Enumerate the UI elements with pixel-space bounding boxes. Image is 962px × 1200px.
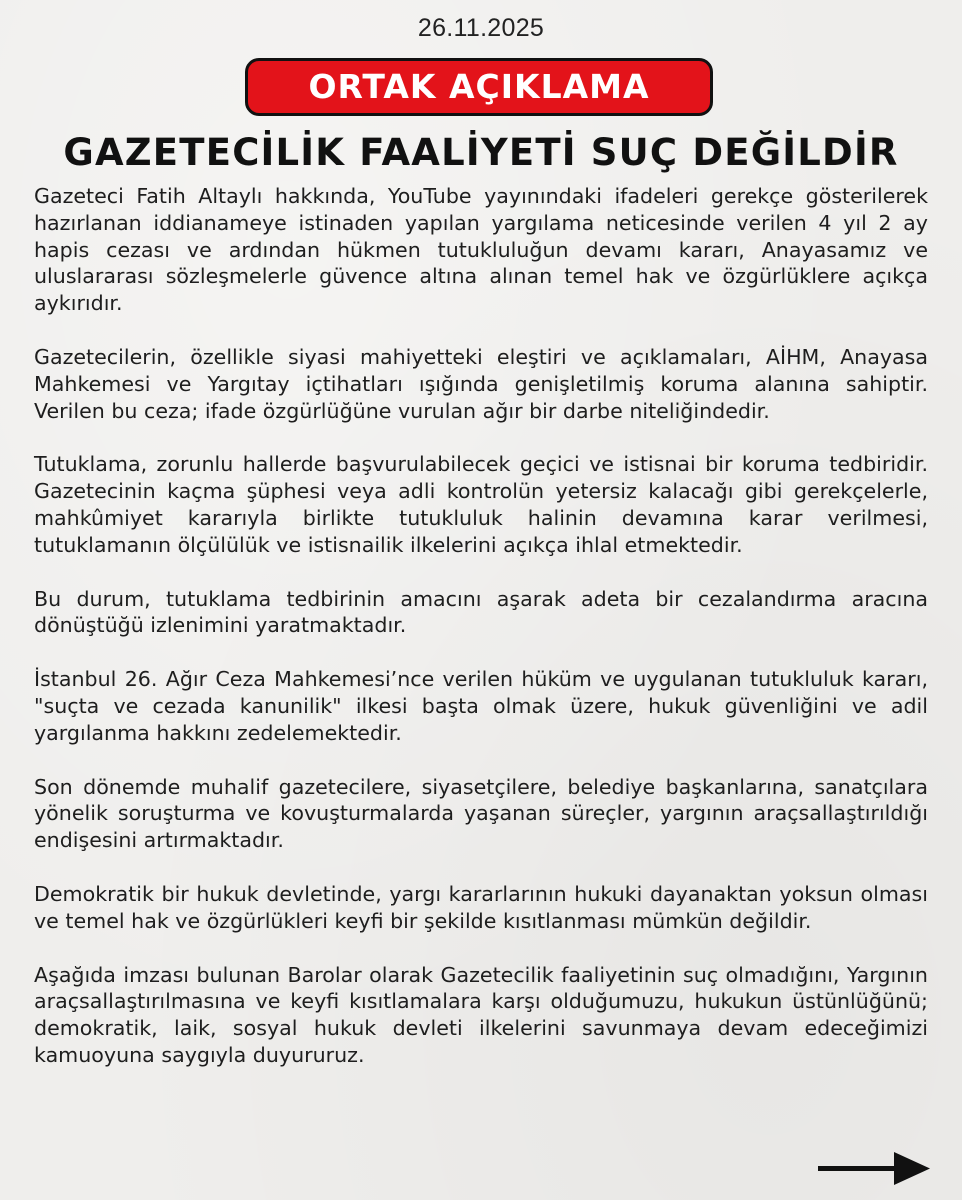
paragraph-6: Son dönemde muhalif gazetecilere, siyasetçilere, belediye başkanlarına, sanatçılara yönelik soruşturma ve kovuşturmalarda yaşanan süreçler, yargının araçsallaştırıldığı endişesini artırmaktadır. bbox=[34, 774, 928, 853]
publication-date: 26.11.2025 bbox=[417, 14, 545, 42]
paragraph-3: Tutuklama, zorunlu hallerde başvurulabilecek geçici ve istisnai bir koruma tedbiridir. Gazetecinin kaçma şüphesi veya adli kontrolün yetersiz kalacağı gibi gerekçelerle, mahkûmiyet kararıyla birlikte tutukluluk halinin devamına karar verilmesi, tutuklamanın ölçülülük ve istisnailik ilkelerini açıkça ihlal etmektedir. bbox=[34, 452, 928, 557]
paragraph-5: İstanbul 26. Ağır Ceza Mahkemesi’nce verilen hüküm ve uygulanan tutukluluk kararı, "suçta ve cezada kanunilik" ilkesi başta olmak üzere, hukuk güvenliğini ve adil yargılanma hakkını zedelemektedir. bbox=[34, 667, 928, 745]
statement-type-badge: ORTAK AÇIKLAMA bbox=[245, 58, 713, 116]
arrow-right-icon[interactable] bbox=[818, 1150, 930, 1186]
page-title: GAZETECİLİK FAALİYETİ SUÇ DEĞİLDİR bbox=[63, 131, 899, 174]
statement-body bbox=[34, 183, 928, 1096]
paragraph-4: Bu durum, tutuklama tedbirinin amacını aşarak adeta bir cezalandırma aracına dönüştüğü izlenimini yaratmaktadır. bbox=[34, 586, 928, 638]
paragraph-8: Aşağıda imzası bulunan Barolar olarak Gazetecilik faaliyetinin suç olmadığını, Yargının araçsallaştırılmasına ve keyfi kısıtlamalara karşı olduğumuzu, hukukun üstünlüğünü; demokratik, laik, sosyal hukuk devleti ilkelerini savunmaya devam edeceğimizi kamuoyuna saygıyla duyururuz. bbox=[34, 962, 928, 1067]
paragraph-1: Gazeteci Fatih Altaylı hakkında, YouTube yayınındaki ifadeleri gerekçe gösterilerek hazırlanan iddianameye istinaden yapılan yargılama neticesinde verilen 4 yıl 2 ay hapis cezası ve ardından hükmen tutukluluğun devamı kararı, Anayasamız ve uluslararası sözleşmelerle güvence altına alınan temel hak ve özgürlüklere açıkça aykırıdır. bbox=[34, 184, 928, 316]
paragraph-7: Demokratik bir hukuk devletinde, yargı kararlarının hukuki dayanaktan yoksun olması ve temel hak ve özgürlükleri keyfi bir şekilde kısıtlanması mümkün değildir. bbox=[34, 881, 928, 933]
paragraph-2: Gazetecilerin, özellikle siyasi mahiyetteki eleştiri ve açıklamaları, AİHM, Anayasa Mahkemesi ve Yargıtay içtihatları ışığında genişletilmiş koruma alanına sahiptir. Verilen bu ceza; ifade özgürlüğüne vurulan ağır bir darbe niteliğindedir. bbox=[34, 344, 928, 423]
